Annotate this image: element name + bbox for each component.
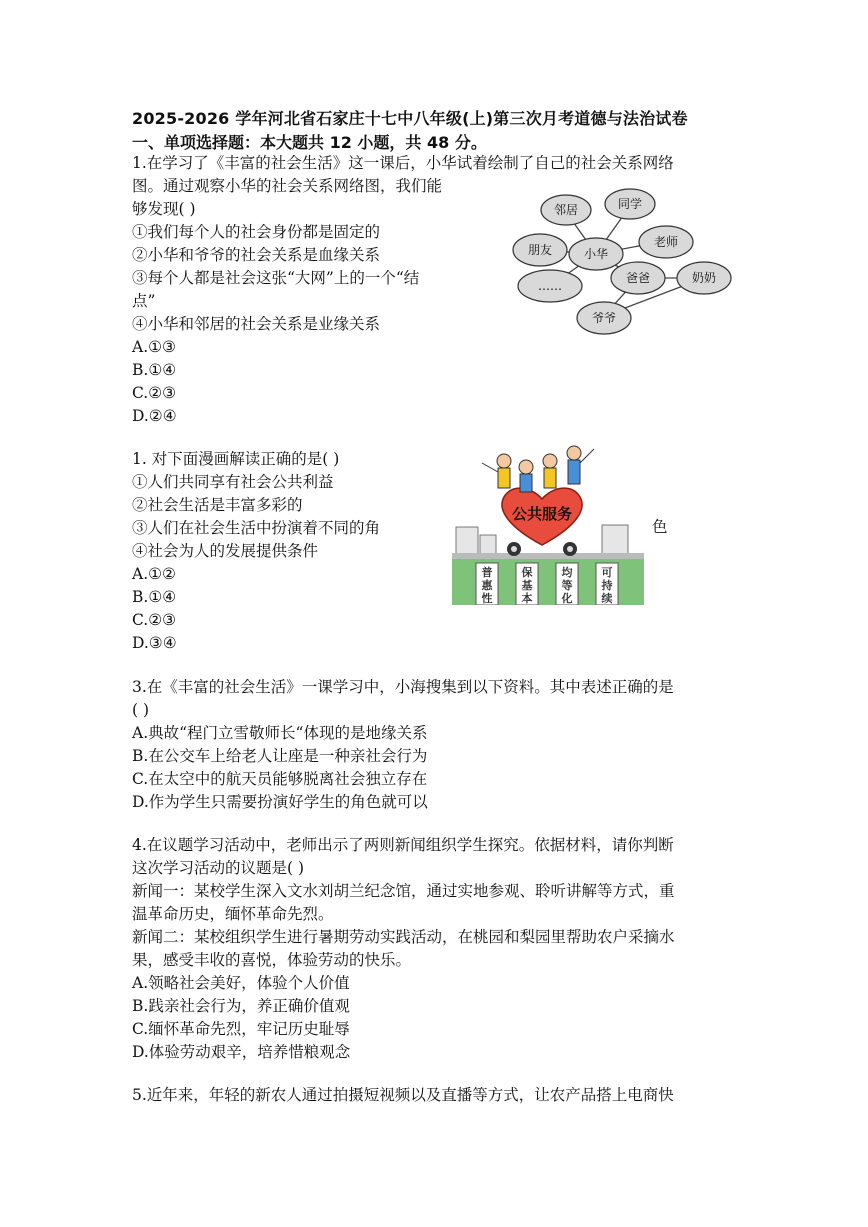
q2-option-d: D.③④	[132, 634, 177, 652]
q1-statement-2: ②小华和爷爷的社会关系是血缘关系	[132, 246, 381, 264]
q1-option-a: A.①③	[132, 338, 176, 356]
q4-option-b: B.践亲社会行为，养正确价值观	[132, 997, 350, 1015]
q4-news-1-line-2: 温革命历史，缅怀革命先烈。	[132, 905, 334, 923]
public-service-cartoon	[452, 445, 644, 605]
q3-option-a: A.典故“程门立雪敬师长“体现的是地缘关系	[132, 724, 428, 742]
q2-option-a: A.①②	[132, 565, 176, 583]
pillar-2-char-2: 基	[521, 579, 533, 592]
q2-statement-1: ①人们共同享有社会公共利益	[132, 473, 334, 491]
q4-news-1-line-1: 新闻一：某校学生深入文水刘胡兰纪念馆，通过实地参观、聆听讲解等方式，重	[132, 882, 675, 900]
pillar-3-char-3: 化	[561, 592, 573, 605]
q1-stem-line-1: 1.在学习了《丰富的社会生活》这一课后，小华试着绘制了自己的社会关系网络	[132, 154, 674, 172]
q4-stem-line-1: 4.在议题学习活动中，老师出示了两则新闻组织学生探究。依据材料，请你判断	[132, 836, 674, 854]
pillar-1-char-3: 性	[481, 592, 493, 605]
q5-stem-line-1: 5.近年来，年轻的新农人通过拍摄短视频以及直播等方式，让农产品搭上电商快	[132, 1086, 674, 1104]
q1-statement-3: ③每个人都是社会这张“大网”上的一个“结	[132, 269, 420, 287]
pillar-1-char-1: 普	[481, 566, 493, 579]
q1-statement-4: ④小华和邻居的社会关系是业缘关系	[132, 315, 381, 333]
node-classmate: 同学	[617, 197, 643, 211]
q1-stem-line-3: 够发现( )	[132, 200, 196, 218]
q2-option-b: B.①④	[132, 588, 177, 606]
q3-option-d: D.作为学生只需要扮演好学生的角色就可以	[132, 793, 428, 811]
q1-statement-1: ①我们每个人的社会身份都是固定的	[132, 223, 381, 241]
node-ellipsis: ……	[538, 279, 562, 293]
node-grandfather: 爷爷	[591, 311, 617, 325]
q2-statement-2: ②社会生活是丰富多彩的	[132, 496, 303, 514]
node-teacher: 老师	[653, 235, 679, 249]
q2-statement-3-tail: 色	[652, 518, 668, 536]
q2-statement-4: ④社会为人的发展提供条件	[132, 542, 319, 560]
q4-news-2-line-2: 果，感受丰收的喜悦，体验劳动的快乐。	[132, 951, 412, 969]
q2-statement-3: ③人们在社会生活中扮演着不同的角	[132, 519, 381, 537]
q4-stem-line-2: 这次学习活动的议题是( )	[132, 859, 305, 877]
q1-statement-3-cont: 点”	[132, 292, 156, 310]
q2-option-c: C.②③	[132, 611, 177, 629]
node-father: 爸爸	[625, 271, 651, 285]
pillar-3-char-1: 均	[561, 566, 573, 579]
pillar-1-char-2: 惠	[481, 579, 493, 592]
heart-label: 公共服务	[511, 505, 573, 523]
q4-option-d: D.体验劳动艰辛，培养惜粮观念	[132, 1043, 351, 1061]
q2-stem: 1. 对下面漫画解读正确的是( )	[132, 450, 340, 468]
pillar-4-char-3: 续	[601, 592, 613, 605]
section-heading: 一、单项选择题：本大题共 12 小题，共 48 分。	[132, 133, 487, 152]
q3-option-c: C.在太空中的航天员能够脱离社会独立存在	[132, 770, 428, 788]
node-friend: 朋友	[527, 243, 553, 257]
q4-option-c: C.缅怀革命先烈，牢记历史耻辱	[132, 1020, 350, 1038]
paper-title: 2025-2026 学年河北省石家庄十七中八年级(上)第三次月考道德与法治试卷	[132, 109, 688, 128]
social-network-diagram	[510, 184, 742, 344]
q1-option-c: C.②③	[132, 384, 177, 402]
pillar-3-char-2: 等	[561, 579, 573, 592]
pillar-4-char-1: 可	[601, 566, 613, 579]
node-center: 小华	[583, 247, 609, 261]
q3-stem-line-1: 3.在《丰富的社会生活》一课学习中，小海搜集到以下资料。其中表述正确的是	[132, 678, 674, 696]
node-grandmother: 奶奶	[691, 271, 717, 285]
q3-stem-line-2: ( )	[132, 701, 150, 719]
q1-stem-line-2: 图。通过观察小华的社会关系网络图，我们能	[132, 177, 443, 195]
q3-option-b: B.在公交车上给老人让座是一种亲社会行为	[132, 747, 428, 765]
pillar-2-char-1: 保	[521, 566, 533, 579]
q1-option-b: B.①④	[132, 361, 177, 379]
node-neighbor: 邻居	[553, 203, 579, 217]
q4-news-2-line-1: 新闻二：某校组织学生进行暑期劳动实践活动，在桃园和梨园里帮助农户采摘水	[132, 928, 675, 946]
q1-option-d: D.②④	[132, 407, 177, 425]
pillar-2-char-3: 本	[521, 592, 533, 605]
q4-option-a: A.领略社会美好，体验个人价值	[132, 974, 350, 992]
pillar-4-char-2: 持	[601, 579, 613, 592]
